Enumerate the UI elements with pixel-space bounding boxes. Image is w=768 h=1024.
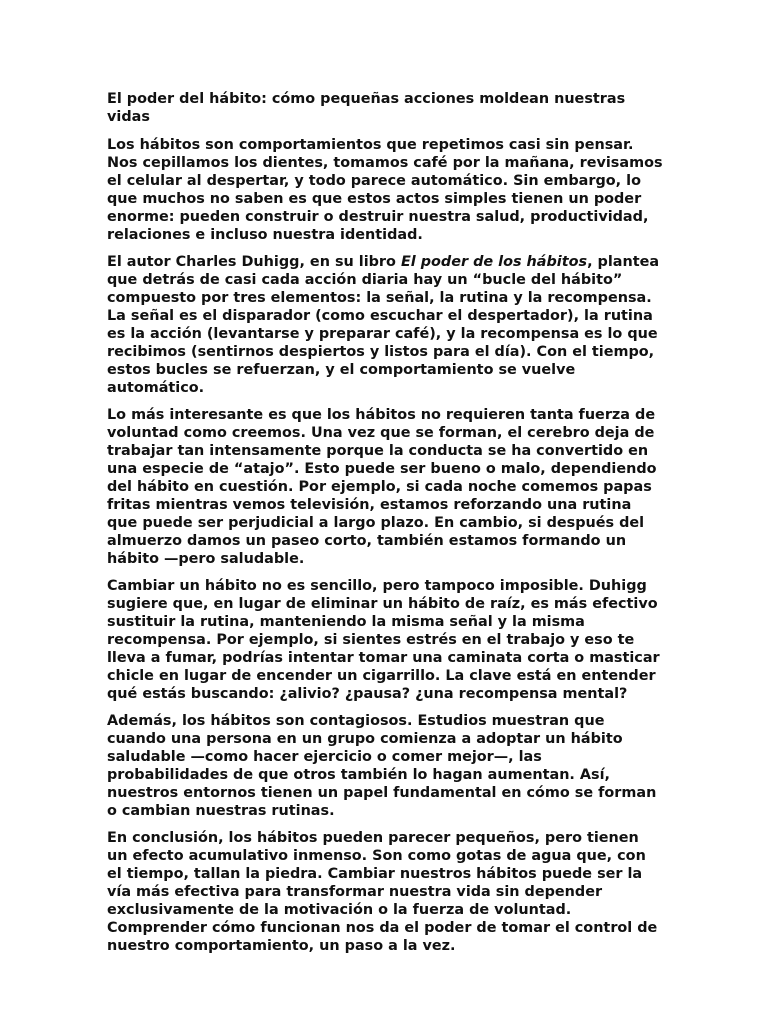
- book-title: El poder de los hábitos: [400, 254, 588, 270]
- paragraph-text: El autor Charles Duhigg, en su libro: [107, 254, 401, 270]
- paragraph-willpower: Lo más interesante es que los hábitos no requieren tanta fuerza de voluntad como creemos. Una vez que se forman, el cerebro deja de trabajar tan intensamente porque la conducta se ha convertido en una especie de “atajo”. Esto puede ser bueno o malo, dependiendo del hábito en cuestión. Por ejemplo, si cada noche comemos papas fritas mientras vemos televisión, estamos reforzando una rutina que puede ser perjudicial a largo plazo. En cambio, si después del almuerzo damos un paseo corto, también estamos formando un hábito —pero saludable.: [107, 407, 657, 567]
- paragraph-duhigg-loop: [107, 253, 663, 397]
- paragraph-intro: Los hábitos son comportamientos que repetimos casi sin pensar. Nos cepillamos los dientes, tomamos café por la mañana, revisamos el celular al despertar, y todo parece automático. Sin embargo, lo que muchos no saben es que estos actos simples tienen un poder enorme: pueden construir o destruir nuestra salud, productividad, relaciones e incluso nuestra identidad.: [107, 137, 663, 243]
- paragraph-text: , plantea que detrás de casi cada acción diaria hay un “bucle del hábito” compuesto por tres elementos: la señal, la rutina y la recompensa. La señal es el disparador (como escuchar el despertador), la rutina es la acción (levantarse y preparar café), y la recompensa es lo que recibimos (sentirnos despiertos y listos para el día). Con el tiempo, estos bucles se refuerzan, y el comportamiento se vuelve automático.: [107, 254, 660, 396]
- paragraph-contagious: Además, los hábitos son contagiosos. Estudios muestran que cuando una persona en un grupo comienza a adoptar un hábito saludable —como hacer ejercicio o comer mejor—, las probabilidades de que otros también lo hagan aumentan. Así, nuestros entornos tienen un papel fundamental en cómo se forman o cambian nuestras rutinas.: [107, 713, 657, 819]
- paragraph-changing-habits: Cambiar un hábito no es sencillo, pero tampoco imposible. Duhigg sugiere que, en lugar de eliminar un hábito de raíz, es más efectivo sustituir la rutina, manteniendo la misma señal y la misma recompensa. Por ejemplo, si sientes estrés en el trabajo y eso te lleva a fumar, podrías intentar tomar una caminata corta o masticar chicle en lugar de encender un cigarrillo. La clave está en entender qué estás buscando: ¿alivio? ¿pausa? ¿una recompensa mental?: [107, 578, 660, 702]
- document-title: El poder del hábito: cómo pequeñas acciones moldean nuestras vidas: [107, 91, 626, 125]
- paragraph-conclusion: En conclusión, los hábitos pueden parecer pequeños, pero tienen un efecto acumulativo inmenso. Son como gotas de agua que, con el tiempo, tallan la piedra. Cambiar nuestros hábitos puede ser la vía más efectiva para transformar nuestra vida sin depender exclusivamente de la motivación o la fuerza de voluntad. Comprender cómo funcionan nos da el poder de tomar el control de nuestro comportamiento, un paso a la vez.: [107, 830, 658, 954]
- document-body: [107, 90, 663, 964]
